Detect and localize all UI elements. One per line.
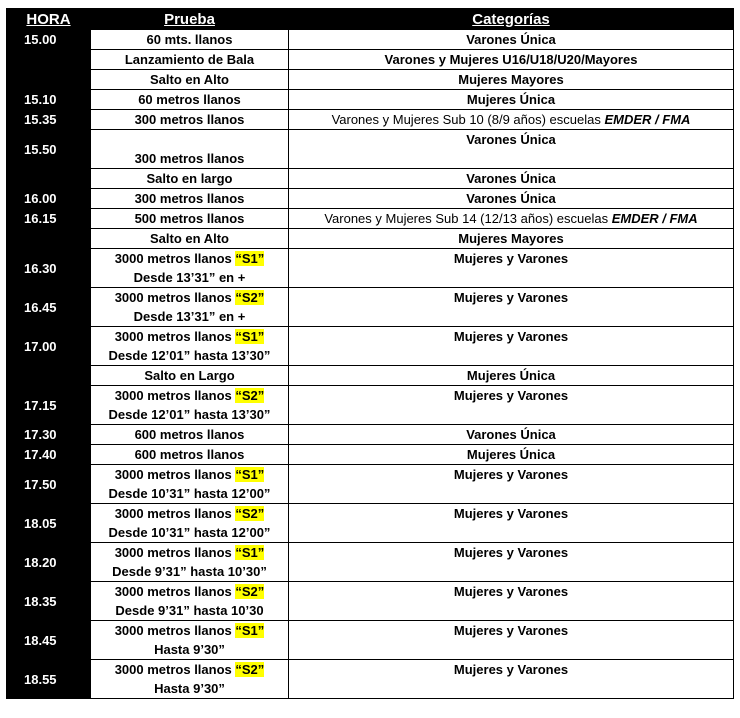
row-hora: 18.20 <box>7 543 91 582</box>
table-row <box>7 130 734 169</box>
row-hora: 16.30 <box>7 249 91 288</box>
table-row <box>7 660 734 699</box>
row-hora: 18.35 <box>7 582 91 621</box>
row-categoria: Mujeres y Varones <box>289 504 734 543</box>
row-hora: 15.10 <box>7 90 91 110</box>
row-categoria: Varones Única <box>289 130 734 169</box>
schedule-table <box>6 8 734 699</box>
prueba-text: 3000 metros llanos <box>114 623 236 638</box>
table-row <box>7 327 734 366</box>
row-prueba <box>91 543 289 582</box>
prueba-text: 3000 metros llanos <box>114 467 236 482</box>
row-categoria: Mujeres Única <box>289 366 734 386</box>
table-row <box>7 445 734 465</box>
table-row <box>7 582 734 621</box>
serie-badge: “S2” <box>235 584 265 599</box>
row-prueba: 600 metros llanos <box>91 425 289 445</box>
table-row <box>7 229 734 249</box>
table-row <box>7 504 734 543</box>
serie-badge: “S1” <box>235 467 265 482</box>
header-categorias: Categorías <box>289 9 734 30</box>
categoria-emphasis: EMDER / FMA <box>604 112 691 127</box>
table-row <box>7 425 734 445</box>
row-prueba: Salto en largo <box>91 169 289 189</box>
serie-badge: “S1” <box>235 623 265 638</box>
prueba-text: 3000 metros llanos <box>114 290 236 305</box>
table-row <box>7 209 734 229</box>
header-hora: HORA <box>7 9 91 30</box>
table-row <box>7 288 734 327</box>
row-prueba <box>91 582 289 621</box>
table-row <box>7 50 734 70</box>
row-hora: 17.15 <box>7 386 91 425</box>
prueba-detail: Desde 9’31” hasta 10’30” <box>112 564 267 579</box>
row-hora: 15.00 <box>7 30 91 50</box>
row-categoria <box>289 209 734 229</box>
row-categoria: Mujeres Mayores <box>289 229 734 249</box>
row-hora: 15.50 <box>7 130 91 169</box>
row-categoria: Mujeres y Varones <box>289 543 734 582</box>
prueba-detail: Desde 12’01” hasta 13’30” <box>108 407 271 422</box>
serie-badge: “S2” <box>235 290 265 305</box>
header-prueba: Prueba <box>91 9 289 30</box>
prueba-detail: Hasta 9’30” <box>154 642 225 657</box>
prueba-text: 3000 metros llanos <box>114 545 236 560</box>
table-row <box>7 465 734 504</box>
serie-badge: “S1” <box>235 545 265 560</box>
row-hora: 16.00 <box>7 189 91 209</box>
row-hora: 15.35 <box>7 110 91 130</box>
row-prueba <box>91 327 289 366</box>
row-categoria: Mujeres Mayores <box>289 70 734 90</box>
row-prueba <box>91 386 289 425</box>
table-row <box>7 30 734 50</box>
row-prueba: 60 metros llanos <box>91 90 289 110</box>
prueba-text: 3000 metros llanos <box>114 329 236 344</box>
row-categoria: Mujeres y Varones <box>289 327 734 366</box>
row-hora: 17.30 <box>7 425 91 445</box>
table-row <box>7 543 734 582</box>
serie-badge: “S1” <box>235 251 265 266</box>
row-prueba <box>91 621 289 660</box>
row-hora <box>7 50 91 70</box>
row-categoria: Mujeres Única <box>289 445 734 465</box>
row-prueba: 500 metros llanos <box>91 209 289 229</box>
serie-badge: “S2” <box>235 388 265 403</box>
table-row <box>7 90 734 110</box>
row-hora <box>7 229 91 249</box>
row-categoria: Mujeres y Varones <box>289 386 734 425</box>
row-hora <box>7 169 91 189</box>
row-categoria: Mujeres y Varones <box>289 582 734 621</box>
row-hora <box>7 70 91 90</box>
prueba-text: 3000 metros llanos <box>114 388 236 403</box>
row-prueba: 60 mts. llanos <box>91 30 289 50</box>
table-row <box>7 386 734 425</box>
prueba-text: 3000 metros llanos <box>114 584 236 599</box>
row-prueba: Salto en Alto <box>91 70 289 90</box>
prueba-text: 3000 metros llanos <box>114 662 236 677</box>
table-row <box>7 169 734 189</box>
categoria-text: Varones y Mujeres Sub 14 (12/13 años) escuelas <box>324 211 612 226</box>
row-hora: 18.45 <box>7 621 91 660</box>
row-categoria: Mujeres y Varones <box>289 288 734 327</box>
prueba-text: 3000 metros llanos <box>114 251 236 266</box>
prueba-detail: Desde 13’31” en + <box>133 270 246 285</box>
prueba-text: 3000 metros llanos <box>114 506 236 521</box>
row-categoria: Mujeres Única <box>289 90 734 110</box>
row-categoria: Mujeres y Varones <box>289 465 734 504</box>
prueba-detail: Hasta 9’30” <box>154 681 225 696</box>
row-prueba <box>91 288 289 327</box>
row-hora: 17.50 <box>7 465 91 504</box>
row-prueba: Lanzamiento de Bala <box>91 50 289 70</box>
row-hora: 18.05 <box>7 504 91 543</box>
row-prueba: 300 metros llanos <box>91 110 289 130</box>
row-prueba: 600 metros llanos <box>91 445 289 465</box>
row-categoria <box>289 110 734 130</box>
table-row <box>7 110 734 130</box>
prueba-detail: Desde 9’31” hasta 10’30 <box>115 603 264 618</box>
serie-badge: “S2” <box>235 662 265 677</box>
table-row <box>7 189 734 209</box>
row-categoria: Mujeres y Varones <box>289 621 734 660</box>
table-row <box>7 70 734 90</box>
row-hora: 17.00 <box>7 327 91 366</box>
row-prueba <box>91 465 289 504</box>
row-categoria: Varones Única <box>289 30 734 50</box>
row-categoria: Varones Única <box>289 169 734 189</box>
prueba-detail: Desde 13’31” en + <box>133 309 246 324</box>
row-prueba: Salto en Largo <box>91 366 289 386</box>
categoria-text: Varones y Mujeres Sub 10 (8/9 años) escuelas <box>331 112 605 127</box>
row-categoria: Varones Única <box>289 189 734 209</box>
table-row <box>7 621 734 660</box>
row-categoria: Mujeres y Varones <box>289 660 734 699</box>
row-hora: 16.45 <box>7 288 91 327</box>
row-prueba: 300 metros llanos <box>91 130 289 169</box>
prueba-detail: Desde 10’31” hasta 12’00” <box>108 486 271 501</box>
row-hora <box>7 366 91 386</box>
row-prueba <box>91 660 289 699</box>
prueba-detail: Desde 10’31” hasta 12’00” <box>108 525 271 540</box>
table-row <box>7 366 734 386</box>
categoria-emphasis: EMDER / FMA <box>611 211 698 226</box>
row-prueba <box>91 504 289 543</box>
row-hora: 17.40 <box>7 445 91 465</box>
row-categoria: Mujeres y Varones <box>289 249 734 288</box>
serie-badge: “S1” <box>235 329 265 344</box>
row-categoria: Varones y Mujeres U16/U18/U20/Mayores <box>289 50 734 70</box>
row-prueba: Salto en Alto <box>91 229 289 249</box>
row-hora: 18.55 <box>7 660 91 699</box>
table-row <box>7 249 734 288</box>
serie-badge: “S2” <box>235 506 265 521</box>
row-prueba: 300 metros llanos <box>91 189 289 209</box>
row-prueba <box>91 249 289 288</box>
row-categoria: Varones Única <box>289 425 734 445</box>
prueba-detail: Desde 12’01” hasta 13’30” <box>108 348 271 363</box>
row-hora: 16.15 <box>7 209 91 229</box>
